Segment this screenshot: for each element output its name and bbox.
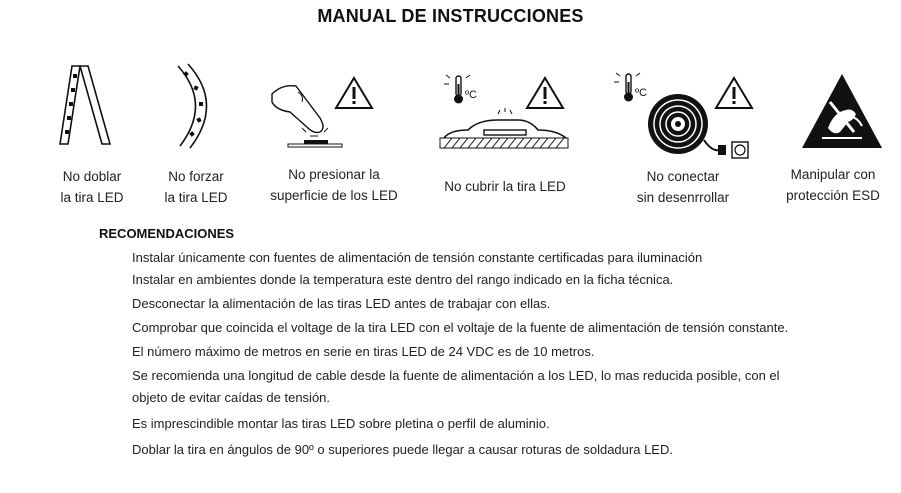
recommendation-item: objeto de evitar caídas de tensión. <box>132 390 331 405</box>
curved-led-strip-icon <box>168 62 218 152</box>
covered-led-strip-icon <box>438 72 573 156</box>
finger-pressing-led-icon <box>268 72 383 154</box>
recommendation-item: El número máximo de metros en serie en tiras LED de 24 VDC es de 10 metros. <box>132 344 595 359</box>
page-title: MANUAL DE INSTRUCCIONES <box>317 6 584 26</box>
recommendation-item: Desconectar la alimentación de las tiras LED antes de trabajar con ellas. <box>132 296 551 311</box>
esd-warning-icon <box>800 72 884 152</box>
temperature-unit-2: ºC <box>635 87 647 99</box>
warning-caption-4: No cubrir la tira LED <box>444 179 566 194</box>
reel-plugged-icon <box>608 70 758 162</box>
recommendation-item: Instalar únicamente con fuentes de alimentación de tensión constante certificadas para iluminación <box>132 250 703 265</box>
recommendation-item: Doblar la tira en ángulos de 90º o superiores puede llegar a causar roturas de soldadura LED. <box>132 442 673 457</box>
recommendation-item: Se recomienda una longitud de cable desde la fuente de alimentación a los LED, lo mas reducida posible, con el <box>132 368 780 383</box>
bent-led-strip-icon <box>58 60 118 150</box>
warning-caption-2: No forzar la tira LED <box>164 169 228 205</box>
warning-caption-6: Manipular con protección ESD <box>786 167 880 203</box>
recommendation-item: Es imprescindible montar las tiras LED sobre pletina o perfil de aluminio. <box>132 416 550 431</box>
recommendations-heading: RECOMENDACIONES <box>99 226 235 241</box>
recommendation-item: Instalar en ambientes donde la temperatura este dentro del rango indicado en la ficha técnica. <box>132 272 674 287</box>
warning-caption-5: No conectar sin desenrrollar <box>636 169 730 205</box>
recommendation-item: Comprobar que coincida el voltage de la tira LED con el voltaje de la fuente de alimentación de tensión constante. <box>132 320 789 335</box>
warning-caption-3: No presionar la superficie de los LED <box>270 167 398 203</box>
temperature-unit: ºC <box>465 89 477 101</box>
warning-caption-1: No doblar la tira LED <box>60 169 124 205</box>
